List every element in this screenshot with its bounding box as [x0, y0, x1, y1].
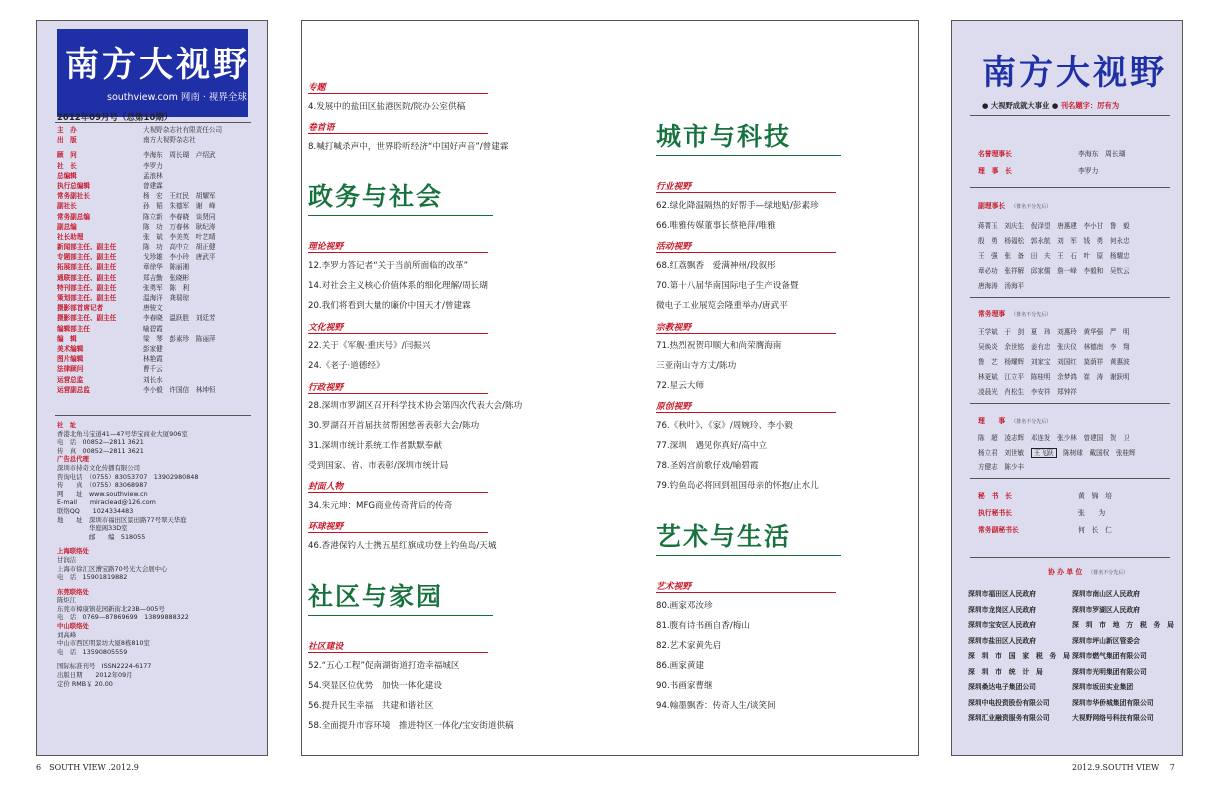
toc-entry: 66.唯雅传媒董事长蔡艳萍/唯雅: [656, 221, 776, 231]
category-underline: [308, 393, 488, 394]
staff-role: 通联部主任、副主任: [57, 273, 117, 282]
staff-role: 常务副社长: [57, 192, 90, 201]
council-role: [978, 490, 1012, 500]
category-underline: [656, 333, 836, 334]
section-underline: [308, 215, 493, 216]
council-panel: [951, 20, 1183, 756]
toc-entry: 79.钓鱼岛必将回到祖国母亲的怀抱/止水儿: [656, 481, 819, 491]
toc-entry: 58.全面提升市容环境 推进特区一体化/宝安街道供稿: [308, 721, 514, 731]
council-role: [978, 507, 1012, 517]
staff-row: [57, 262, 253, 272]
tagline-motto: ● 大视野成就大事业 ●: [982, 101, 1059, 110]
category-label: 宗教视野: [656, 323, 692, 333]
staff-row: [57, 222, 253, 232]
contact-line: 东莞市樟康镇花园新街北23B—005号: [57, 604, 165, 613]
council-role: [978, 148, 1012, 158]
contact-line: 联络QQ 1024334483: [57, 506, 134, 515]
staff-names: 杨 宏 王红民 胡耀军: [143, 192, 216, 201]
category-underline: [656, 252, 836, 253]
masthead-logo: [57, 29, 248, 117]
unit-name: 深圳桑达电子集团公司: [968, 683, 1036, 691]
member-row: 林更斌 江立平 陈桂明 余梦鸿 崔 涛 谢跃明: [978, 373, 1130, 381]
council-value: 李海东 周长瑚: [1078, 150, 1126, 158]
toc-entry: 56.提升民生幸福 共建和谐社区: [308, 701, 434, 711]
staff-row: [57, 273, 253, 283]
staff-names: 戈珍雄 李小玲 唐武平: [143, 253, 216, 262]
divider: [970, 478, 1170, 479]
toc-entry: 22.关于《军舰·重庆号》/闫振兴: [308, 341, 431, 351]
council-tagline: [982, 101, 1119, 111]
section-heading: 社区与家园: [308, 582, 444, 611]
section-underline: [656, 155, 841, 156]
category-label: 文化视野: [308, 323, 344, 333]
toc-entry: 81.腹有诗书画自香/梅山: [656, 621, 750, 631]
divider: [970, 403, 1170, 404]
unit-name: 深 圳 市 国 家 税 务 局: [968, 652, 1070, 660]
staff-names: 刘长水: [143, 375, 163, 384]
toc-entry: 28.深圳市罗湖区召开科学技术协会第四次代表大会/陈功: [308, 401, 523, 411]
toc-entry: 8.喊打喊杀声中，世界聆听经济“中国好声音”/曾建霖: [308, 142, 509, 152]
staff-list: [57, 125, 253, 395]
issue-number: 2012年09月号（总第10期）: [57, 113, 173, 123]
role-label: 名誉理事长: [978, 150, 1012, 158]
divider: [55, 415, 251, 416]
staff-row: [57, 344, 253, 354]
staff-names: 张勇军 陈 利: [143, 283, 190, 292]
category-label: 社区建设: [308, 642, 344, 652]
contact-line: E-mail miraclead@126.com: [57, 498, 156, 507]
contact-line: 中山市西区明景坊大厦8栋810室: [57, 639, 150, 648]
staff-role: 摄影部首席记者: [57, 304, 104, 313]
toc-entry: 76.《秋叶》、《家》/周婉玲、李小毅: [656, 421, 793, 431]
toc-entry: 94.翰墨飘香：传奇人生/谈笑间: [656, 701, 776, 711]
staff-names: 孙 韬 朱德军 谢 峰: [143, 202, 216, 211]
category-underline: [308, 93, 488, 94]
toc-entry: 14.对社会主义核心价值体系的细化理解/周长瑚: [308, 281, 488, 291]
contact-line: 深圳市持奇文化传播有限公司: [57, 463, 141, 472]
council-role: [978, 165, 1012, 175]
council-role: [978, 308, 1051, 318]
toc-entry: 78.圣妈宫前歌仔戏/喻碧霞: [656, 461, 759, 471]
staff-row: [57, 242, 253, 252]
contact-heading: 上海联络处: [57, 547, 89, 556]
member-row: 鲁 艺 杨耀辉 刘家宝 刘国红 莫荫祥 黄惠波: [978, 358, 1130, 366]
member-row: 章必功 张祥解 邱家儒 詹一峰 李毅和 吴钦云: [978, 267, 1130, 275]
staff-role: 法律顾问: [57, 365, 84, 374]
staff-role: 拓展部主任、副主任: [57, 263, 117, 272]
staff-role: 副社长: [57, 202, 77, 211]
staff-row: [57, 334, 253, 344]
staff-names: 梁 琴 彭素珍 陈丽萍: [143, 334, 216, 343]
member-row: 方健志 陈少丰: [978, 463, 1025, 471]
contact-line: 刘高峰: [57, 630, 77, 639]
staff-role: 社 长: [57, 161, 77, 170]
toc-entry: 52.“五心工程”促南湖街道打造幸福城区: [308, 661, 460, 671]
role-label: 常务副秘书长: [978, 526, 1019, 534]
staff-names: 孟浪林: [143, 171, 163, 180]
staff-role: 常务副总编: [57, 212, 90, 221]
staff-role: 图片编辑: [57, 355, 84, 364]
units-label: 协 办 单 位: [1048, 568, 1083, 576]
toc-entry: 46.香港保钓人士携五星红旗成功登上钓鱼岛/天城: [308, 541, 497, 551]
category-label: 行业视野: [656, 182, 692, 192]
category-underline: [308, 252, 488, 253]
role-label: 执行秘书长: [978, 509, 1012, 517]
staff-role: 运营总监: [57, 375, 84, 384]
role-note: （排名不分先后）: [1011, 312, 1052, 318]
member-row: 凌晨光 肖松生 李安祥 郑钟祥: [978, 388, 1077, 396]
staff-row: [57, 283, 253, 293]
logo-subtitle: southview.com 网南 · 视界全球: [107, 92, 247, 103]
footer-right: 2012.9.SOUTH VIEW 7: [1072, 763, 1175, 772]
staff-row: [57, 313, 253, 323]
council-role: [978, 524, 1019, 534]
staff-names: 温海洋 龚瑞琼: [143, 294, 190, 302]
staff-names: 南方大视野杂志社: [143, 136, 196, 145]
council-role: [978, 415, 1051, 425]
unit-name: 深圳市光明集团有限公司: [1072, 667, 1147, 676]
toc-entry: 24.《老子·道德经》: [308, 361, 385, 371]
unit-name: 深圳市龙岗区人民政府: [968, 605, 1036, 614]
council-role: [978, 200, 1051, 210]
toc-entry: 72.星云大师: [656, 381, 705, 391]
contact-line: 传 真 00852—2811 3621: [57, 446, 144, 455]
contact-line: 邮 编 518055: [57, 532, 146, 541]
category-label: 行政视野: [308, 383, 344, 393]
toc-entry: 80.画家邓汝珍: [656, 601, 713, 611]
staff-role: 编辑部主任: [57, 324, 90, 333]
staff-names: 李海东 周长瑚 卢绍武: [143, 151, 216, 160]
category-underline: [308, 532, 488, 533]
contact-line: 华庭阁33D室: [57, 524, 128, 533]
staff-names: 李罗力: [143, 161, 163, 170]
council-logo: 南方大视野: [982, 53, 1167, 93]
unit-name: 深圳市坪山新区管委会: [1072, 636, 1140, 645]
member-names: 杨立君 刘世敏: [978, 449, 1031, 457]
contact-line: 地 址 深圳市福田区景田路77号翠天华庭: [57, 515, 187, 524]
category-underline: [656, 412, 836, 413]
contact-line: 上海市徐汇区漕宝路70号光大会展中心: [57, 564, 168, 573]
divider: [970, 115, 1170, 116]
contact-heading: 东莞联络处: [57, 587, 89, 596]
toc-entry: 90.书画家曹继: [656, 681, 713, 691]
staff-role: 主 办: [57, 126, 77, 134]
unit-name: 深圳市盐田区人民政府: [968, 636, 1036, 645]
section-underline: [308, 615, 493, 616]
staff-row: [57, 232, 253, 242]
section-underline: [656, 555, 841, 556]
staff-role: 运营副总监: [57, 385, 90, 394]
unit-name: 深圳中电投资股份有限公司: [968, 698, 1050, 707]
contact-heading: 社 址: [57, 421, 77, 429]
staff-row: [57, 303, 253, 313]
staff-row: [57, 324, 253, 334]
role-label: 秘 书 长: [978, 492, 1012, 500]
divider: [970, 187, 1170, 188]
staff-row: [57, 191, 253, 201]
member-row: 蒋菁玉 刘庆生 倪泽望 唐惠建 李小甘 鲁 毅: [978, 222, 1130, 230]
member-row: 王学斌 于 剑 夏 玮 刘惠玲 黄华强 严 明: [978, 328, 1130, 336]
unit-name: 深圳市燃气集团有限公司: [1072, 652, 1147, 660]
unit-name: 深 圳 市 地 方 税 务 局: [1072, 621, 1174, 629]
contact-line: 电 话 00852—2811 3621: [57, 438, 144, 447]
staff-row: [57, 385, 253, 395]
role-label: 副理事长: [978, 202, 1006, 210]
toc-entry: 4.发展中的盐田区盐港医院/院办公室供稿: [308, 102, 466, 112]
staff-names: 郑吉勤 张晓彬: [143, 273, 190, 282]
category-underline: [308, 652, 488, 653]
unit-name: 深圳市福田区人民政府: [968, 590, 1036, 598]
council-value: 何 长 仁: [1078, 526, 1112, 534]
staff-names: 陈 功 高中立 胡正健: [143, 243, 216, 252]
contact-line: 出版日期 2012年09月: [57, 671, 133, 680]
category-underline: [308, 333, 488, 334]
toc-entry: 62.绿化降温隔热的好帮手—绿地贴/彭素珍: [656, 201, 819, 211]
unit-name: 深圳汇业融资服务有限公司: [968, 714, 1050, 722]
category-underline: [656, 192, 836, 193]
council-value: 黄 锦 培: [1078, 492, 1112, 500]
staff-row: [57, 354, 253, 364]
staff-role: 社长助理: [57, 232, 84, 241]
council-value: 李罗力: [1078, 167, 1099, 175]
member-row: 吴焕炎 余世铭 姜有忠 张庆仪 林德南 李 翔: [978, 343, 1130, 351]
masthead-panel: [36, 20, 268, 756]
toc-entry: 82.艺术家黄先启: [656, 641, 722, 651]
category-underline: [308, 492, 488, 493]
toc-entry: 微电子工业展览会隆重举办/唐武平: [656, 301, 788, 311]
category-label: 艺术视野: [656, 582, 692, 592]
toc-entry: 86.画家黄建: [656, 661, 705, 671]
staff-role: 特刊部主任、副主任: [57, 283, 117, 292]
unit-name: 深圳市宝安区人民政府: [968, 621, 1036, 629]
staff-names: 大视野杂志社有限责任公司: [143, 126, 223, 134]
contact-line: 网 址 www.southview.cn: [57, 489, 148, 498]
staff-role: 执行总编辑: [57, 181, 90, 190]
staff-row: [57, 171, 253, 181]
staff-names: 李春晓 温跃胜 刘廷芳: [143, 314, 216, 323]
toc-entry: 12.李罗力答记者“关于当前所面临的改革”: [308, 261, 469, 271]
units-note: （排名不分先后）: [1088, 570, 1129, 576]
toc-entry: 54.突显区位优势 加快一体化建设: [308, 681, 442, 691]
category-label: 专题: [308, 83, 326, 93]
staff-role: 副总编: [57, 222, 77, 231]
staff-names: 陈 功 万春林 耿纪涛: [143, 222, 216, 231]
staff-role: 摄影部主任、副主任: [57, 314, 117, 323]
role-note: （排名不分先后）: [1011, 419, 1052, 425]
unit-name: 深圳市华侨城集团有限公司: [1072, 698, 1154, 707]
role-label: 理 事 长: [978, 167, 1012, 175]
staff-names: 李小毅 许国信 林坤恒: [143, 385, 216, 394]
toc-entry: 77.深圳 遇见你真好/高中立: [656, 441, 768, 451]
staff-role: 新闻部主任、副主任: [57, 243, 117, 252]
toc-entry: 受到国家、省、市表彰/深圳市统计局: [308, 461, 449, 471]
council-value: 张 为: [1078, 509, 1106, 517]
toc-entry: 70.第十八届华南国际电子生产设备暨: [656, 281, 799, 291]
staff-names: 曹千云: [143, 365, 163, 374]
units-title: [1048, 566, 1128, 576]
staff-row: [57, 293, 253, 303]
staff-row: [57, 201, 253, 211]
contact-line: 陈炬江: [57, 596, 77, 605]
staff-names: 张 斌 李美英 叶艺晴: [143, 232, 216, 241]
section-heading: 艺术与生活: [656, 522, 792, 551]
contact-line: 咨询电话 （0755）83053707 13902980848: [57, 472, 199, 481]
staff-names: 彭家健: [143, 344, 163, 353]
staff-row: [57, 364, 253, 374]
toc-entry: 31.深圳市统计系统工作者默默奉献: [308, 441, 442, 451]
staff-role: 出 版: [57, 136, 77, 145]
member-names: 陈树球 戴国权 张桂辉: [1056, 449, 1136, 457]
contact-line: 电 话 0769—87869699 13899888322: [57, 613, 189, 622]
role-note: （排名不分先后）: [1011, 204, 1052, 210]
section-heading: 政务与社会: [308, 182, 444, 211]
section-heading: 城市与科技: [656, 122, 792, 151]
toc-entry: 34.朱元坤：MFG商业传奇背后的传奇: [308, 501, 453, 511]
contact-heading: 广告总代理: [57, 455, 89, 464]
contact-line: 国际标准刊号 ISSN2224-6177: [57, 662, 152, 671]
staff-row: [57, 181, 253, 191]
unit-name: 深圳市南山区人民政府: [1072, 590, 1140, 598]
toc-entry: 30.罗湖召开首届扶贫帮困慈善表彰大会/陈功: [308, 421, 480, 431]
contact-heading: 中山联络处: [57, 622, 89, 631]
toc-entry: 71.热烈祝贺印顺大和尚荣膺海南: [656, 341, 782, 351]
staff-row: [57, 252, 253, 262]
unit-name: 深 圳 市 统 计 局: [968, 667, 1043, 676]
member-row: 唐海涛 汤海平: [978, 282, 1025, 290]
contact-line: 香港北角马宝道41—47号华宝商业大厦906室: [57, 429, 188, 438]
role-label: 常务理事: [978, 310, 1006, 318]
staff-row: [57, 135, 253, 145]
category-underline: [308, 133, 488, 134]
toc-entry: 68.红荔飘香 爱满神州/段叙彤: [656, 261, 776, 271]
category-label: 活动视野: [656, 242, 692, 252]
staff-role: 专题部主任、副主任: [57, 253, 117, 262]
divider: [970, 557, 1170, 558]
contact-line: 电 话 15901819882: [57, 573, 128, 582]
divider: [970, 297, 1170, 298]
member-row: 王 强 张 备 田 夫 王 石 叶 原 杨耀忠: [978, 252, 1130, 260]
staff-row: [57, 375, 253, 385]
category-underline: [656, 592, 836, 593]
contact-line: 电 话 13590805559: [57, 647, 128, 656]
staff-names: 曾建霖: [143, 181, 163, 190]
tagline-calligraphy: 刊名题字：厉有为: [1060, 101, 1120, 110]
toc-entry: 20.我们将看到大量的廉价中国天才/曾建霖: [308, 301, 471, 311]
staff-row: [57, 150, 253, 160]
staff-role: 编 辑: [57, 334, 77, 343]
member-row: [978, 447, 1136, 457]
staff-row: [57, 212, 253, 222]
staff-role: 策划部主任、副主任: [57, 294, 117, 302]
unit-name: 深圳市坂田实业集团: [1072, 683, 1134, 691]
staff-names: 唐骏文: [143, 304, 163, 313]
staff-role: 顾 问: [57, 151, 77, 160]
staff-names: 章徐华 陈丽湘: [143, 263, 190, 272]
contact-info: [57, 421, 253, 688]
member-highlight: 王飞跃: [1031, 448, 1057, 458]
divider: [55, 122, 251, 123]
category-label: 卷首语: [308, 123, 335, 133]
contact-line: 定价 RMB￥ 20.00: [57, 679, 113, 688]
logo-text: 南方大视野: [65, 45, 250, 85]
role-label: 理 事: [978, 417, 1006, 425]
staff-names: 喻碧霞: [143, 324, 163, 333]
staff-role: 总编辑: [57, 171, 77, 180]
toc-entry: 三亚南山寺方丈/陈功: [656, 361, 737, 371]
footer-left: 6 SOUTH VIEW .2012.9: [36, 763, 139, 772]
table-of-contents: [301, 20, 919, 756]
category-label: 原创视野: [656, 402, 692, 412]
category-label: 封面人物: [308, 482, 344, 492]
category-label: 理论视野: [308, 242, 344, 252]
member-row: 殷 勇 杨福松 郭永航 刘 军 钱 勇 何永忠: [978, 237, 1130, 245]
contact-line: 传 真 （0755）83068987: [57, 481, 148, 490]
staff-names: 林艳霞: [143, 355, 163, 364]
member-row: 陈 超 凌志辉 邓连发 张少林 曾建国 贺 卫: [978, 434, 1130, 442]
contact-line: 甘润洁: [57, 555, 77, 564]
staff-row: [57, 161, 253, 171]
unit-name: 深圳市罗湖区人民政府: [1072, 605, 1140, 614]
unit-name: 大视野网络号科技有限公司: [1072, 714, 1154, 722]
staff-row: [57, 125, 253, 135]
staff-names: 陈立新 李春晓 谈贤同: [143, 212, 216, 221]
category-label: 环球视野: [308, 522, 344, 532]
staff-role: 美术编辑: [57, 344, 84, 353]
